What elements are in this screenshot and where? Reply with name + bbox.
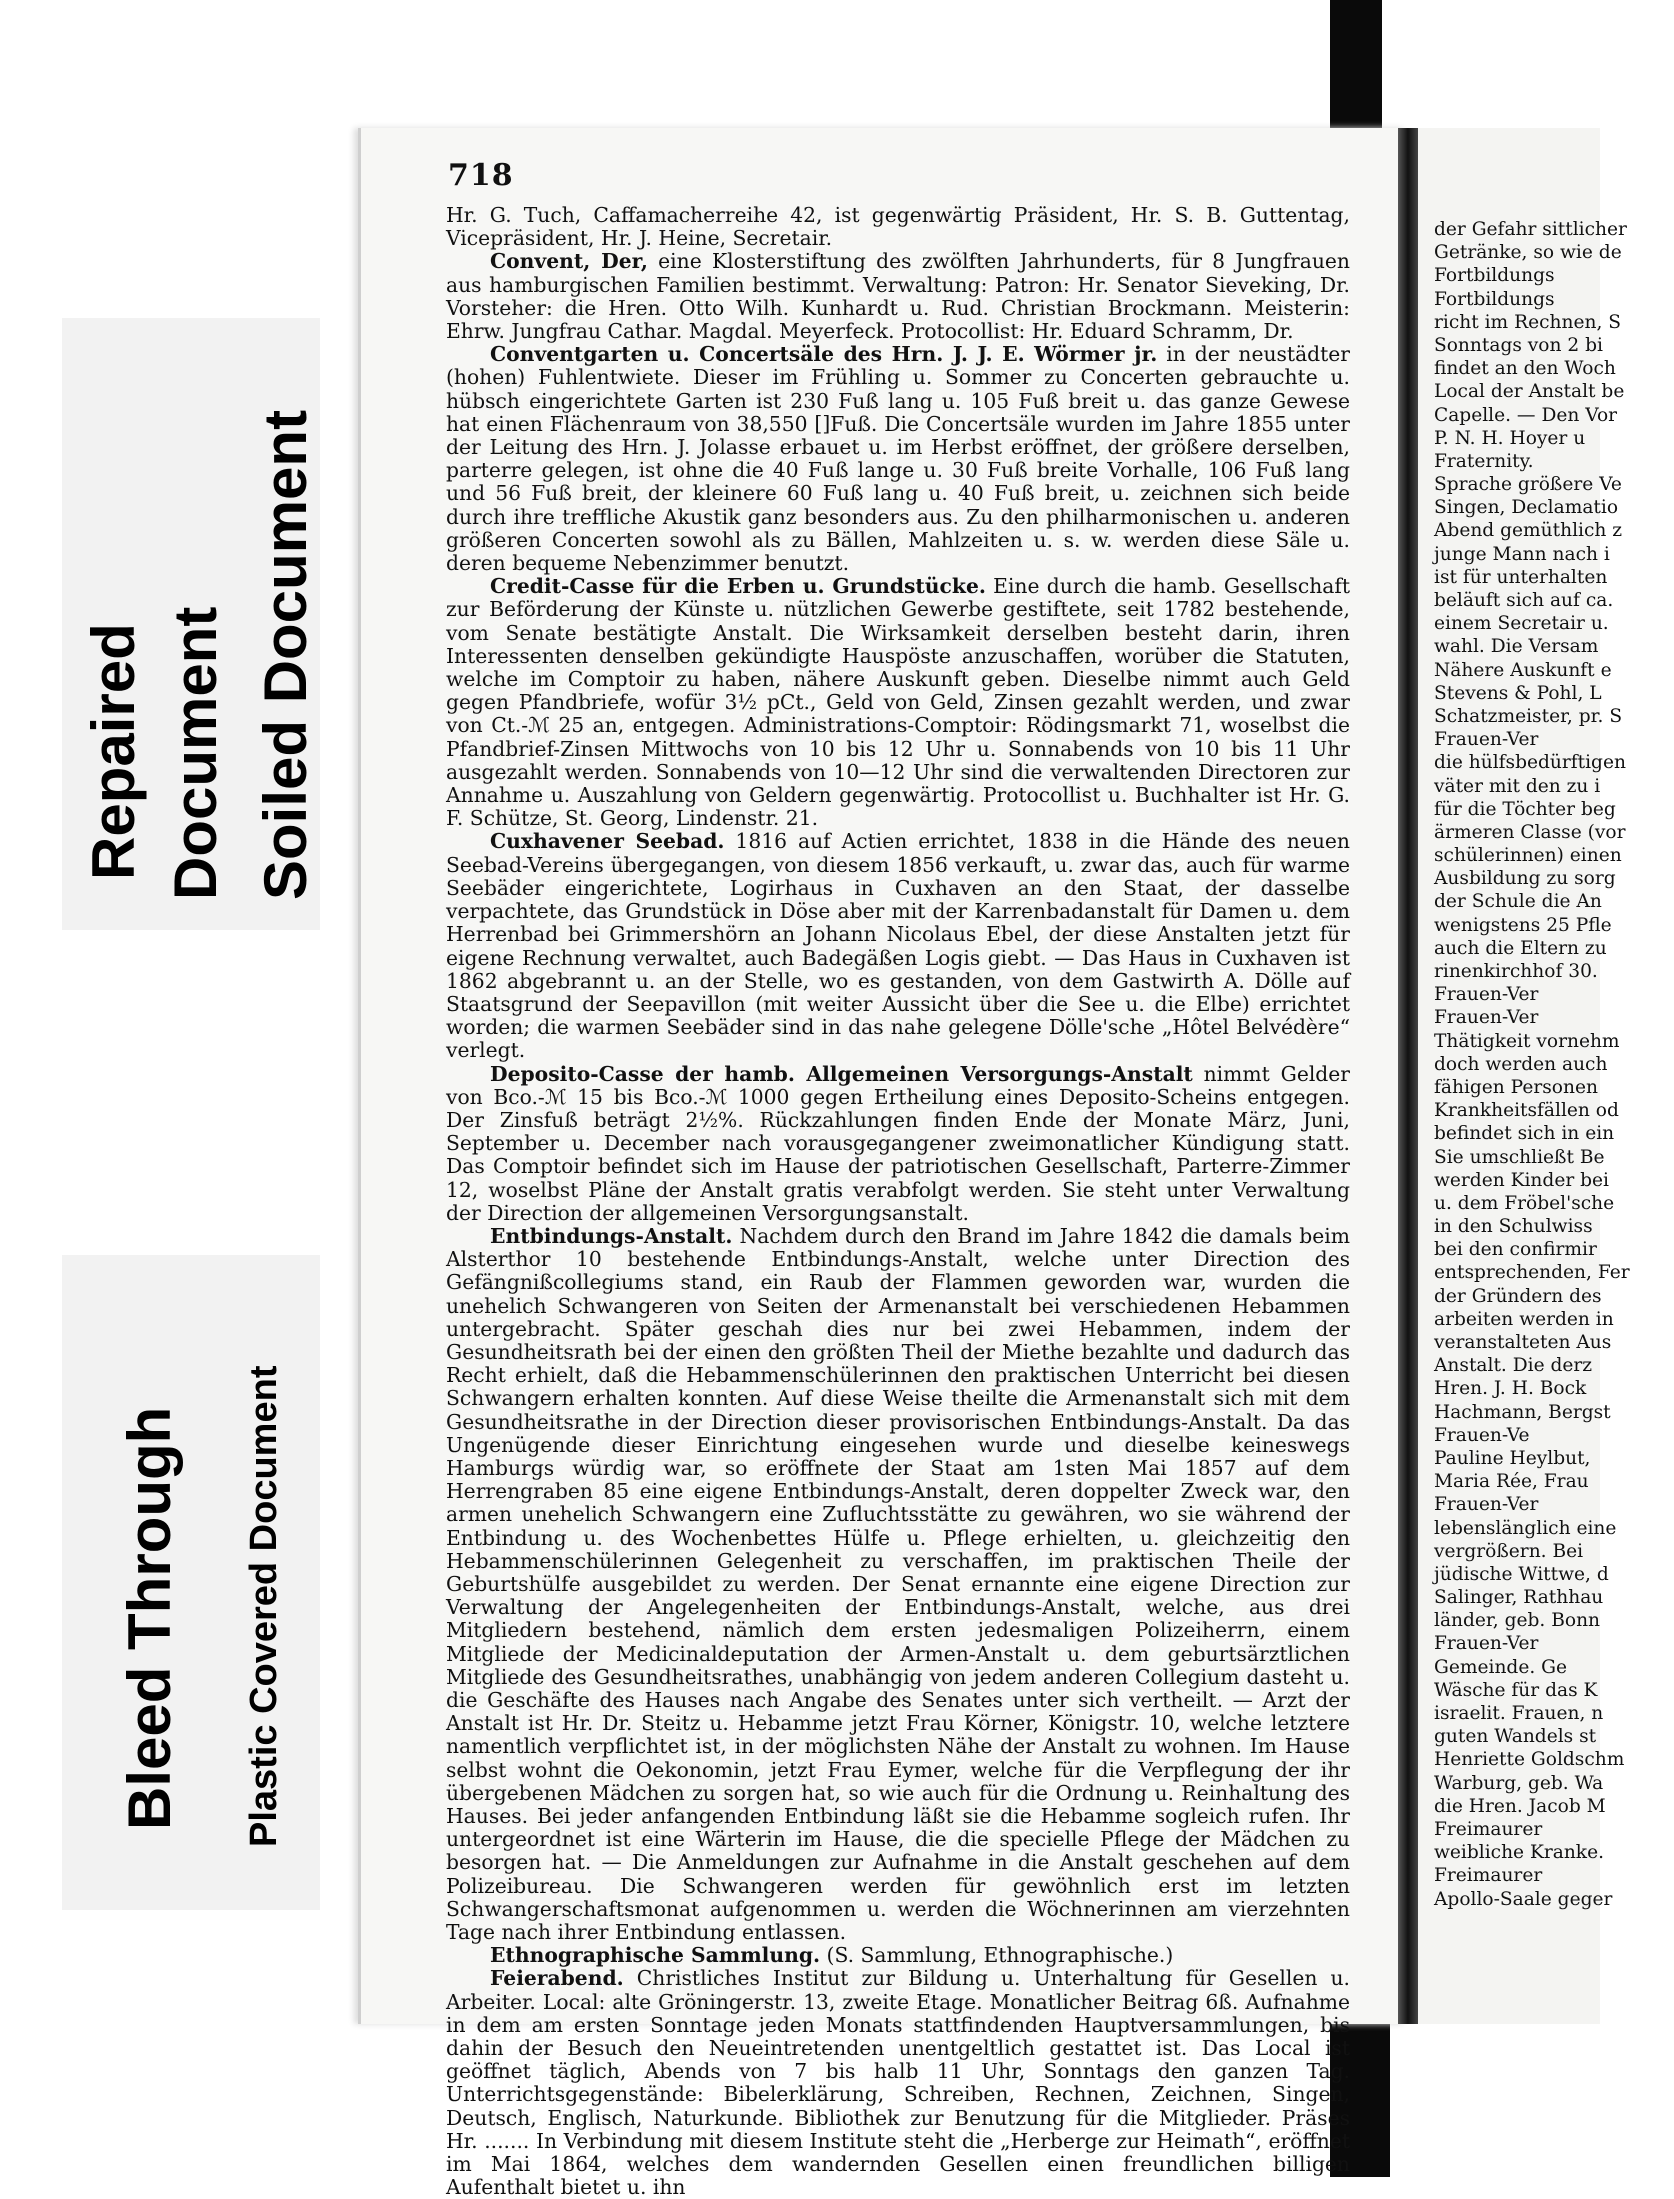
right-page-line: befindet sich in ein xyxy=(1434,1123,1615,1145)
entry-paragraph xyxy=(446,250,1350,343)
label-document: Document xyxy=(162,606,229,900)
right-page-line: Sie umschließt Be xyxy=(1434,1146,1605,1168)
entry-heading: Feierabend. xyxy=(490,1966,624,1991)
right-page-line: Singen, Declamatio xyxy=(1434,497,1619,519)
entry-text: nimmt Gelder von Bco.-ℳ 15 bis Bco.-ℳ 1000 gegen Ertheilung eines Deposito-Scheins entgegen. Der Zinsfuß beträgt 2½%. Rückzahlungen finden Ende der Monate März, Juni, September u. December nach vorausgegangener zweimonatlicher Kündigung statt. Das Comptoir befindet sich im Hause der patriotischen Gesellschaft, Parterre-Zimmer 12, woselbst Pläne der Anstalt gratis verabfolgt werden. Sie steht unter Verwaltung der Direction der allgemeinen Versorgungsanstalt. xyxy=(446,1061,1350,1225)
right-page-line: wahl. Die Versam xyxy=(1434,636,1599,658)
entry-text: Christliches Institut zur Bildung u. Unterhaltung für Gesellen u. Arbeiter. Local: alte Gröningerstr. 13, zweite Etage. Monatlicher Beitrag 6ß. Aufnahme in dem am ersten Sonntage jeden Monats stattfindenden Hauptversammlungen, bis dahin der Besuch den Neueintretenden unentgeltlich gestattet ist. Das Local ist geöffnet täglich, Abends von 7 bis halb 11 Uhr, Sonntags den ganzen Tag. Unterrichtsgegenstände: Bibelerklärung, Schreiben, Rechnen, Zeichnen, Singen, Deutsch, Englisch, Naturkunde. Bibliothek zur Benutzung für die Mitglieder. Präses Hr. ....... In Verbindung mit diesem Institute steht die „Herberge zur Heimath“, eröffnet im Mai 1864, welches dem wandernden Gesellen einen freundlichen billigen Aufenthalt bietet u. ihn xyxy=(446,1966,1350,2199)
right-page-line: israelit. Frauen, n xyxy=(1434,1703,1604,1724)
right-page-line: der Gefahr sittlicher xyxy=(1434,219,1627,240)
right-page-line: Wäsche für das K xyxy=(1434,1679,1598,1701)
right-page-line: ärmeren Classe (vor xyxy=(1434,821,1626,843)
right-page-line: arbeiten werden in xyxy=(1434,1308,1614,1330)
right-page-line: Maria Rée, Frau xyxy=(1434,1471,1589,1493)
entry-paragraph xyxy=(446,204,1350,250)
right-page-line: Hren. J. H. Bock xyxy=(1434,1378,1587,1400)
entry-paragraph xyxy=(446,830,1350,1062)
right-page-line: Capelle. — Den Vor xyxy=(1434,404,1618,426)
entry-heading: Ethnographische Sammlung. xyxy=(490,1943,821,1968)
right-page-line: für die Töchter beg xyxy=(1434,798,1616,820)
label-soiled-document: Soiled Document xyxy=(252,409,319,900)
right-page-line: jüdische Wittwe, d xyxy=(1434,1563,1609,1585)
right-page-line: fähigen Personen xyxy=(1434,1076,1598,1098)
label-plastic-covered-document: Plastic Covered Document xyxy=(243,1365,285,1847)
right-page-line: werden Kinder bei xyxy=(1434,1169,1609,1191)
right-page-line: Henriette Goldschm xyxy=(1434,1749,1625,1771)
right-page-line: Nähere Auskunft e xyxy=(1434,659,1612,681)
right-page-line: in den Schulwiss xyxy=(1434,1216,1593,1238)
right-page-line: Frauen-Ver xyxy=(1434,1633,1539,1655)
right-page-line: Pauline Heylbut, xyxy=(1434,1447,1591,1469)
right-page-line: entsprechenden, Fer xyxy=(1434,1262,1630,1284)
right-page-line: Salinger, Rathhau xyxy=(1434,1587,1604,1609)
entry-text: in der neustädter (hohen) Fuhlentwiete. Dieser im Frühling u. Sommer zu Concerten gebrauchte u. hübsch eingerichtete Garten ist 230 Fuß lang u. 105 Fuß breit u. das ganze Gewese hat einen Flächenraum von 38,550 []Fuß. Die Concertsäle wurden im Jahre 1855 unter der Leitung des Hrn. J. Jolasse erbauet u. im Herbst eröffnet, der größere derselben, parterre gelegen, ist ohne die 40 Fuß lange u. 30 Fuß breite Vorhalle, 106 Fuß lang und 56 Fuß breit, der kleinere 60 Fuß lang u. 40 Fuß breit, u. zeichnen sich beide durch ihre treffliche Akustik ganz besonders aus. Zu den philharmonischen u. anderen größeren Concerten sowohl als zu Bällen, Mahlzeiten u. s. w. werden diese Säle u. deren bequeme Nebenzimmer benutzt. xyxy=(446,342,1350,576)
entry-text: Eine durch die hamb. Gesellschaft zur Beförderung der Künste u. nützlichen Gewerbe gestiftete, seit 1782 bestehende, vom Senate bestätigte Anstalt. Die Wirksamkeit derselben besteht darin, ihren Interessenten denselben gekündigte Hauspöste anzuschaffen, worüber die Statuten, welche im Comptoir zu haben, nähere Auskunft geben. Dieselbe nimmt auch Geld gegen Pfandbriefe, wofür 3½ pCt., Geld von Geld, Zinsen gezahlt werden, und zwar von Ct.-ℳ 25 an, entgegen. Administrations-Comptoir: Rödingsmarkt 71, woselbst die Pfandbrief-Zinsen Mittwochs von 10 bis 12 Uhr u. Sonnabends von 10 bis 11 Uhr ausgezahlt werden. Sonnabends von 10—12 Uhr sind die verwaltenden Directoren zur Annahme u. Auszahlung von Geldern gegenwärtig. Protocollist u. Buchhalter ist Hr. G. F. Schütze, St. Georg, Lindenstr. 21. xyxy=(446,574,1351,831)
right-page-line: Freimaurer xyxy=(1434,1865,1543,1887)
right-page-line: Ausbildung zu sorg xyxy=(1434,868,1616,890)
entry-paragraph xyxy=(446,1944,1350,1967)
entry-heading: Convent, Der, xyxy=(490,249,648,274)
right-page-line: Hachmann, Bergst xyxy=(1434,1401,1611,1423)
entry-heading: Credit-Casse für die Erben u. Grundstücke. xyxy=(490,574,986,599)
entry-paragraph xyxy=(446,1063,1350,1225)
right-page-line: u. dem Fröbel'sche xyxy=(1434,1192,1615,1214)
right-page-line: rinenkirchhof 30. xyxy=(1434,961,1598,982)
right-page-line: findet an den Woch xyxy=(1434,358,1616,380)
right-page-line: Freimaurer xyxy=(1434,1818,1543,1840)
right-page-line: Schatzmeister, pr. S xyxy=(1434,705,1623,727)
right-page-line: ist für unterhalten xyxy=(1434,566,1608,588)
right-page-line: schülerinnen) einen xyxy=(1434,845,1622,867)
book-gutter xyxy=(1398,128,1418,2024)
entry-text: 1816 auf Actien errichtet, 1838 in die Hände des neuen Seebad-Vereins übergegangen, von diesem 1856 verkauft, u. zwar das, auch für warme Seebäder eingerichtete, Logirhaus in Cuxhaven an den Staat, der dasselbe verpachtete, das Grundstück in Döse aber mit der Karrenbadanstalt für Damen u. dem Herrenbad bei Grimmershörn an Johann Nicolaus Ebel, der diese Anstalten jetzt für eigene Rechnung verwaltet, auch Badegäßen Logis giebt. — Das Haus in Cuxhaven ist 1862 abgebrannt u. an der Stelle, wo es gestanden, von dem Gastwirth A. Dölle auf Staatsgrund der Seepavillon (mit weiter Aussicht über die See u. die Elbe) errichtet worden; die warmen Seebäder sind in das nahe gelegene Dölle'sche „Hôtel Belvédère“ verlegt. xyxy=(446,829,1350,1063)
entry-paragraph xyxy=(446,343,1350,575)
entry-text: eine Klosterstiftung des zwölften Jahrhunderts, für 8 Jungfrauen aus hamburgischen Familien bestimmt. Verwaltung: Patron: Hr. Senator Sieveking, Dr. Vorsteher: die Hren. Otto Wilh. Kunhardt u. Rud. Christian Brockmann. Meisterin: Ehrw. Jungfrau Cathar. Magdal. Meyerfeck. Protocollist: Hr. Eduard Schramm, Dr. xyxy=(446,249,1350,344)
entry-paragraph xyxy=(446,1225,1350,1944)
entry-heading: Entbindungs-Anstalt. xyxy=(490,1223,733,1248)
entry-heading: Cuxhavener Seebad. xyxy=(490,829,725,854)
right-page-line: Fortbildungs xyxy=(1434,265,1555,287)
entry-text: (S. Sammlung, Ethnographische.) xyxy=(820,1943,1174,1968)
right-page-line: Stevens & Pohl, L xyxy=(1434,682,1602,704)
right-page-line: wenigstens 25 Pfle xyxy=(1434,914,1612,936)
right-page-line: richt im Rechnen, S xyxy=(1434,311,1621,333)
right-page-line: guten Wandels st xyxy=(1434,1726,1597,1748)
label-bleed-through: Bleed Through xyxy=(116,1406,183,1830)
right-page-line: Krankheitsfällen od xyxy=(1434,1100,1619,1122)
entry-paragraph xyxy=(446,575,1350,830)
right-page-line: Frauen-Ver xyxy=(1434,1007,1539,1029)
book-page-right xyxy=(1418,128,1630,2024)
entry-paragraph xyxy=(446,1967,1350,2199)
right-page-line: länder, geb. Bonn xyxy=(1434,1610,1601,1632)
right-page-text xyxy=(1434,218,1674,1911)
right-page-line: väter mit den zu i xyxy=(1434,775,1601,797)
right-page-line: Frauen-Ver xyxy=(1434,729,1539,751)
right-page-line: einem Secretair u. xyxy=(1434,613,1609,635)
right-page-line: veranstalteten Aus xyxy=(1434,1332,1612,1353)
right-page-line: Local der Anstalt be xyxy=(1434,381,1625,403)
right-page-line: Anstalt. Die derz xyxy=(1434,1355,1593,1377)
right-page-line: Frauen-Ve xyxy=(1434,1424,1530,1446)
right-page-line: Frauen-Ver xyxy=(1434,984,1539,1006)
entry-text: Hr. G. Tuch, Caffamacherreihe 42, ist gegenwärtig Präsident, Hr. S. B. Guttentag, Vicepräsident, Hr. J. Heine, Secretair. xyxy=(446,203,1350,251)
right-page-line: der Schule die An xyxy=(1434,891,1602,913)
right-page-line: Gemeinde. Ge xyxy=(1434,1656,1567,1678)
black-tab-top xyxy=(1330,0,1382,130)
right-page-line: P. N. H. Hoyer u xyxy=(1434,427,1586,449)
right-page-line: vergrößern. Bei xyxy=(1434,1540,1584,1562)
entry-text: Nachdem durch den Brand im Jahre 1842 die damals beim Alsterthor 10 bestehende Entbindungs-Anstalt, welche unter Direction des Gefängnißcollegiums stand, ein Raub der Flammen geworden war, wurden die unehelich Schwangeren von Seiten der Armenanstalt bei verschiedenen Hebammen untergebracht. Später geschah dies nur bei zwei Hebammen, indem der Gesundheitsrath bei der einen den größten Theil der Miethe bezahlte und dadurch das Recht erhielt, daß die Hebammenschülerinnen den praktischen Unterricht bei diesen Schwangern erhalten konnten. Auf diese Weise theilte die Armenanstalt sich mit dem Gesundheitsrathe in der Direction dieser provisorischen Entbindungs-Anstalt. Da das Ungenügende dieser Einrichtung eingesehen wurde und dieselbe keineswegs Hamburgs würdig war, so eröffnete der Staat am 1sten Mai 1857 auf dem Herrengraben 85 eine eigene Entbindungs-Anstalt, deren doppelter Zweck war, den armen unehelich Schwangern eine Zufluchtsstätte zu gewähren, wo sie während der Entbindung u. des Wochenbettes Hülfe u. Pflege erhielten, u. gleichzeitig den Hebammenschülerinnen Gelegenheit zu verschaffen, im praktischen Theile der Geburtshülfe ausgebildet zu werden. Der Senat ernannte eine eigene Direction zur Verwaltung der Angelegenheiten der Entbindungs-Anstalt, welche, aus drei Mitgliedern bestehend, nämlich dem ersten jedesmaligen Polizeiherrn, einem Mitgliede der Medicinaldeputation der Armen-Anstalt u. dem geburtsärztlichen Mitgliede des Gesundheitsrathes, unabhängig von jedem anderen Collegium dasteht u. die Geschäfte des Hauses nach Angabe des Senates unter sich vertheilt. — Arzt der Anstalt ist Hr. Dr. Steitz u. Hebamme jetzt Frau Körner, Königstr. 10, welche letztere namentlich verpflichtet ist, in der möglichsten Nähe der Anstalt zu wohnen. Im Hause selbst wohnt die Oekonomin, jetzt Frau Eymer, welche für die Verpflegung der ihr übergebenen Mädchen zu sorgen hat, so wie auch für die Ordnung u. Reinhaltung des Hauses. Bei jeder anfangenden Entbindung läßt sie die Hebamme sogleich rufen. Ihr untergeordnet ist eine Wärterin im Hause, die die specielle Pflege der Mädchen zu besorgen hat. — Die Anmeldungen zur Aufnahme in die Anstalt geschehen auf dem Polizeibureau. Die Schwangeren werden für gewöhnlich erst im letzten Schwangerschaftsmonat aufgenommen u. werden die Wöchnerinnen am vierzehnten Tage nach ihrer Entbindung entlassen. xyxy=(446,1223,1350,1945)
right-page-line: Warburg, geb. Wa xyxy=(1434,1772,1604,1794)
right-page-line: Fraternity. xyxy=(1434,450,1534,472)
entry-heading: Conventgarten u. Concertsäle des Hrn. J. J. E. Wörmer jr. xyxy=(490,342,1158,367)
right-page-line: Fortbildungs xyxy=(1434,288,1555,310)
right-page-line: junge Mann nach i xyxy=(1434,543,1610,565)
right-page-line: die Hren. Jacob M xyxy=(1434,1795,1606,1817)
right-page-line: bei den confirmir xyxy=(1434,1239,1597,1261)
right-page-line: der Gründern des xyxy=(1434,1285,1602,1307)
right-page-line: Getränke, so wie de xyxy=(1434,242,1622,264)
right-page-line: beläuft sich auf ca. xyxy=(1434,590,1614,611)
right-page-line: lebenslänglich eine xyxy=(1434,1517,1617,1539)
right-page-line: weibliche Kranke. xyxy=(1434,1842,1604,1864)
page-number: 718 xyxy=(448,158,514,193)
right-page-line: die hülfsbedürftigen xyxy=(1434,752,1626,774)
right-page-line: Sprache größere Ve xyxy=(1434,474,1622,496)
right-page-line: Frauen-Ver xyxy=(1434,1494,1539,1516)
main-page-text xyxy=(446,204,1350,2199)
entry-heading: Deposito-Casse der hamb. Allgemeinen Versorgungs-Anstalt xyxy=(490,1061,1193,1086)
right-page-line: Abend gemüthlich z xyxy=(1434,520,1623,542)
right-page-line: Apollo-Saale geger xyxy=(1434,1888,1613,1910)
right-page-line: auch die Eltern zu xyxy=(1434,937,1607,959)
label-repaired: Repaired xyxy=(80,623,147,880)
right-page-line: doch werden auch xyxy=(1434,1053,1608,1075)
right-page-line: Sonntags von 2 bi xyxy=(1434,334,1603,356)
right-page-line: Thätigkeit vornehm xyxy=(1434,1030,1620,1052)
